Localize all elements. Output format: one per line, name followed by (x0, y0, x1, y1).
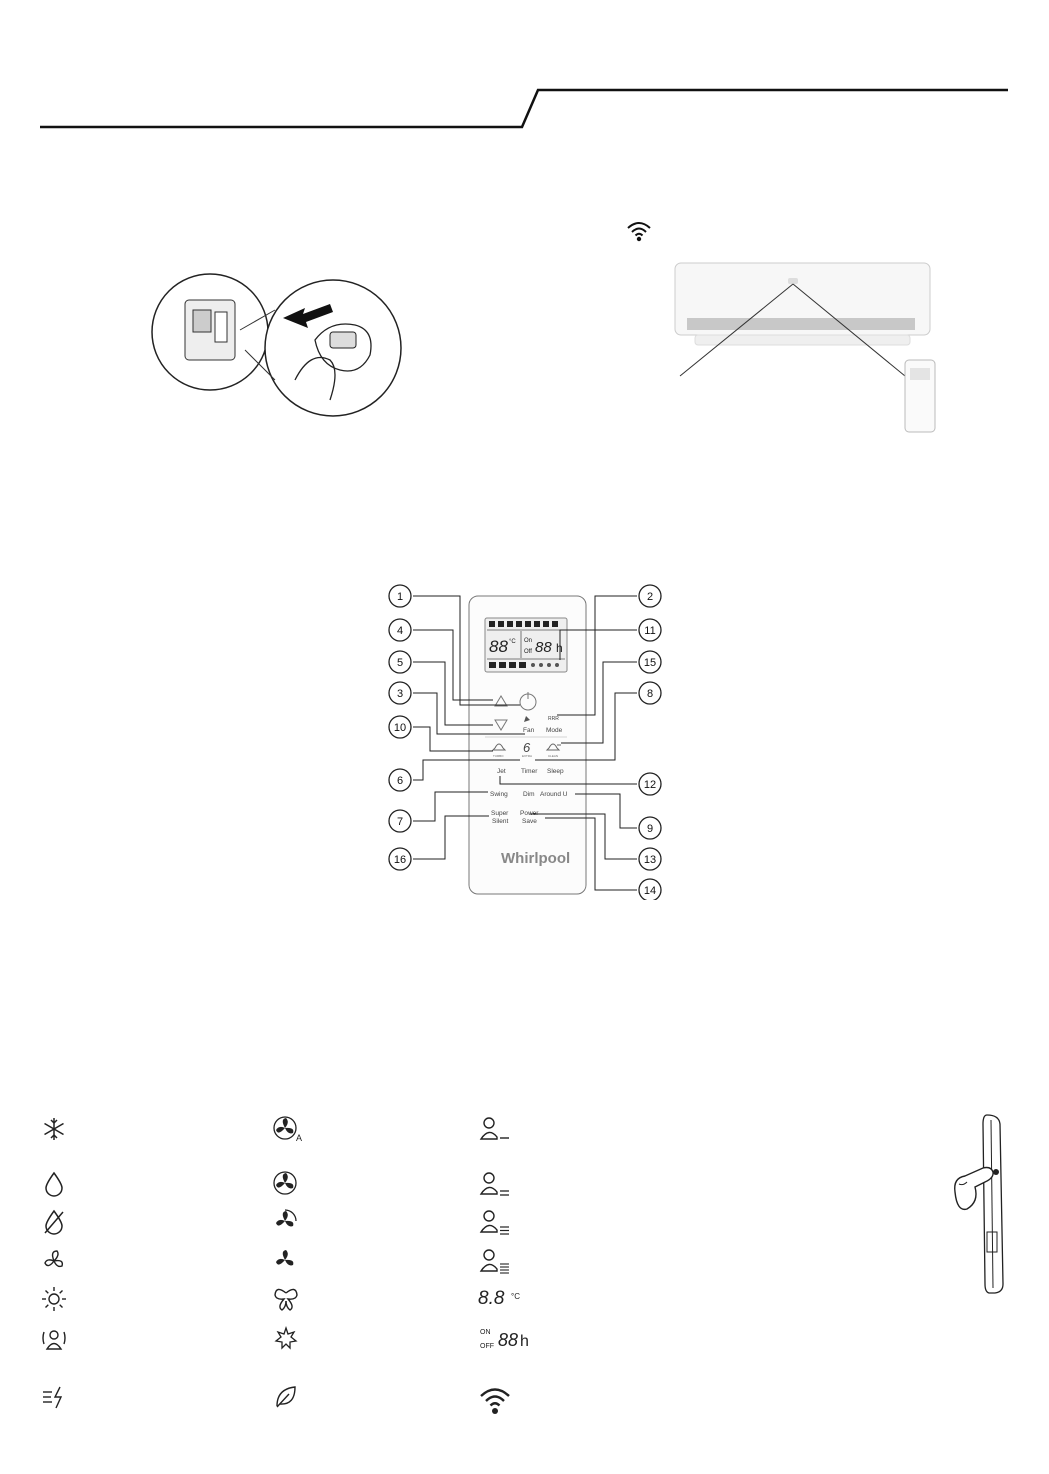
clean-label: CLEAN (548, 754, 559, 758)
drop-icon (40, 1170, 68, 1198)
swing-button[interactable]: Swing (490, 791, 508, 798)
callout-9: 9 (646, 823, 654, 835)
jet-button[interactable]: Jet (497, 768, 506, 775)
callout-4: 4 (396, 625, 404, 637)
callout-5: 5 (396, 657, 404, 669)
sleep-4-icon (478, 1247, 512, 1277)
timer-on: ON (480, 1329, 491, 1336)
super-label: Super (491, 810, 509, 817)
sixth-sense-label: 6 (523, 740, 531, 755)
callout-11: 11 (644, 625, 656, 637)
callout-7: 7 (396, 816, 404, 828)
timer-button[interactable]: Timer (521, 768, 538, 775)
fan-mid-icon (272, 1208, 300, 1236)
butterfly-icon (272, 1285, 300, 1313)
temp-display-unit: °C (511, 1292, 520, 1301)
sun-icon (40, 1285, 68, 1313)
sleep-2-icon (478, 1170, 512, 1200)
battery-illustration (145, 270, 410, 420)
dim-button[interactable]: Dim (523, 791, 535, 798)
wifi-legend-icon (478, 1385, 512, 1415)
save-label: Save (522, 818, 537, 825)
auto-fan-icon (272, 1115, 306, 1143)
timer-display-icon (478, 1325, 538, 1353)
sixth-sense-icon (272, 1325, 300, 1353)
sleep-button[interactable]: Sleep (547, 768, 564, 775)
timer-off: OFF (480, 1343, 494, 1350)
fan-low-icon (272, 1170, 300, 1198)
leaf-icon (272, 1383, 300, 1411)
super-silent-button[interactable] (491, 810, 509, 825)
fan-icon (40, 1247, 68, 1275)
silent-label: Silent (492, 818, 509, 825)
header-rule (0, 0, 1049, 140)
extra-label: EXTRA (522, 754, 533, 758)
callout-12: 12 (643, 779, 657, 791)
brand-logo: Whirlpool (501, 850, 571, 867)
power-save-button[interactable] (520, 810, 539, 825)
temp-display-digits: 8.8 (478, 1288, 505, 1309)
callout-15: 15 (643, 657, 657, 669)
ac-unit-illustration (665, 258, 955, 438)
sleep-3-icon (478, 1208, 512, 1238)
callout-6: 6 (396, 775, 404, 787)
timer-digits: 88 (498, 1330, 519, 1350)
turbo-icon (40, 1383, 68, 1411)
callout-10: 10 (393, 722, 407, 734)
callout-14: 14 (643, 885, 657, 897)
lcd-on: On (524, 638, 533, 644)
remote-diagram (385, 580, 665, 900)
lcd-off: Off (524, 649, 532, 655)
remote-side-illustration (945, 1112, 1015, 1297)
callout-13: 13 (643, 854, 657, 866)
power-label: Power (520, 810, 539, 817)
callout-2: 2 (646, 591, 654, 603)
around-u-button[interactable]: Around U (540, 791, 568, 798)
fan-label: Fan (523, 727, 535, 734)
mode-label: Mode (546, 727, 563, 734)
turbo-label: TURBO (493, 754, 504, 758)
callout-3: 3 (396, 688, 404, 700)
wifi-icon (625, 220, 653, 242)
callout-8: 8 (646, 688, 654, 700)
callout-16: 16 (393, 854, 407, 866)
lcd-temp-unit: °C (509, 639, 516, 645)
snowflake-icon (40, 1115, 68, 1143)
sleep-1-icon (478, 1115, 512, 1145)
dry-drop-icon (40, 1208, 68, 1236)
person-wave-icon (40, 1325, 68, 1353)
fan-high-icon (272, 1247, 300, 1275)
auto-fan-sub: A (296, 1133, 303, 1143)
callout-1: 1 (396, 591, 404, 603)
timer-unit: h (520, 1333, 529, 1350)
lcd-timer-unit: h (556, 641, 563, 655)
lcd-timer: 88 (535, 639, 552, 656)
temp-display-icon (478, 1285, 528, 1309)
lcd-temp: 88 (489, 637, 508, 656)
mode-icon-text: RRR (548, 716, 559, 722)
